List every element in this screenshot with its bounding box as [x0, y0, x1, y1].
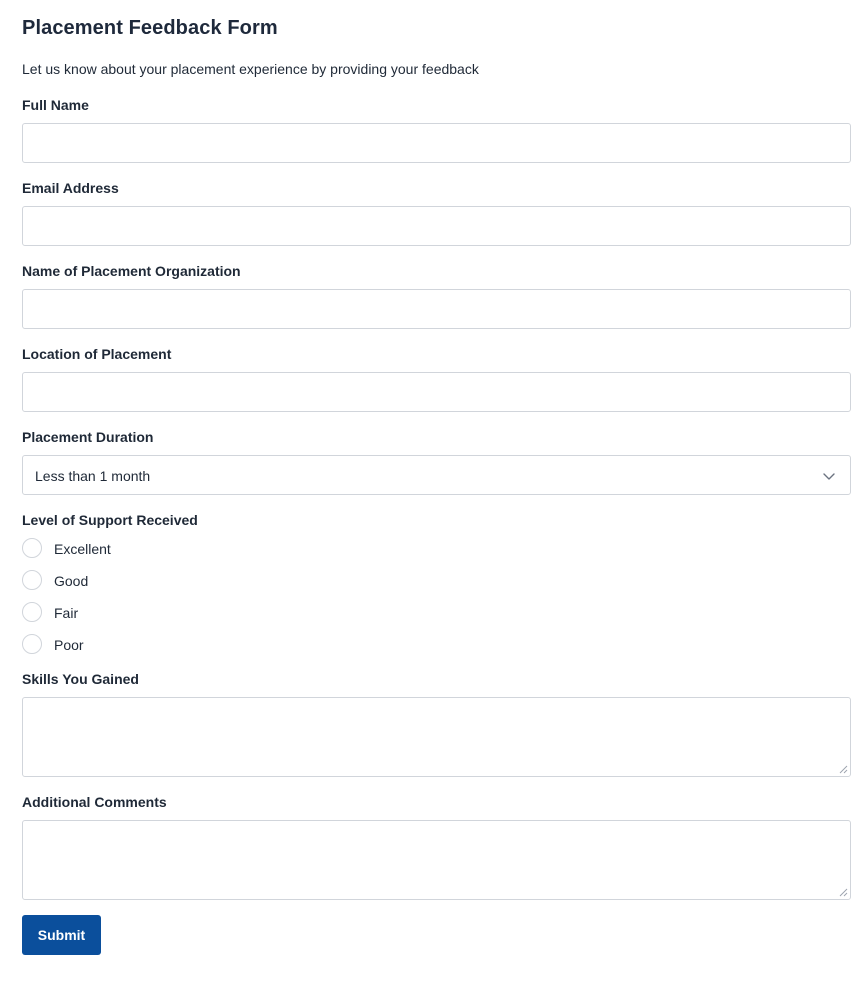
full-name-input[interactable] — [22, 123, 851, 163]
support-option-excellent[interactable] — [22, 538, 322, 560]
email-label: Email Address — [22, 180, 119, 196]
comments-textarea[interactable] — [22, 820, 851, 900]
organization-label: Name of Placement Organization — [22, 263, 241, 279]
duration-selected-value: Less than 1 month — [35, 468, 151, 484]
form-description: Let us know about your placement experience by providing your feedback — [22, 61, 479, 77]
skills-label: Skills You Gained — [22, 671, 139, 687]
location-label: Location of Placement — [22, 346, 172, 362]
radio-button[interactable] — [22, 634, 42, 654]
resize-handle-icon[interactable] — [839, 765, 848, 774]
duration-label: Placement Duration — [22, 429, 154, 445]
radio-label: Fair — [54, 605, 79, 621]
comments-label: Additional Comments — [22, 794, 167, 810]
support-option-good[interactable] — [22, 570, 322, 592]
radio-button[interactable] — [22, 570, 42, 590]
submit-button[interactable]: Submit — [22, 915, 101, 955]
resize-handle-icon[interactable] — [839, 888, 848, 897]
radio-button[interactable] — [22, 602, 42, 622]
duration-select[interactable] — [22, 455, 851, 495]
full-name-label: Full Name — [22, 97, 89, 113]
radio-label: Good — [54, 573, 89, 589]
organization-input[interactable] — [22, 289, 851, 329]
email-input[interactable] — [22, 206, 851, 246]
skills-textarea[interactable] — [22, 697, 851, 777]
support-option-fair[interactable] — [22, 602, 322, 624]
location-input[interactable] — [22, 372, 851, 412]
chevron-down-icon — [822, 469, 836, 483]
radio-button[interactable] — [22, 538, 42, 558]
support-label: Level of Support Received — [22, 512, 198, 528]
page-title: Placement Feedback Form — [22, 17, 278, 39]
radio-label: Excellent — [54, 541, 111, 557]
support-option-poor[interactable] — [22, 634, 322, 656]
radio-label: Poor — [54, 637, 84, 653]
